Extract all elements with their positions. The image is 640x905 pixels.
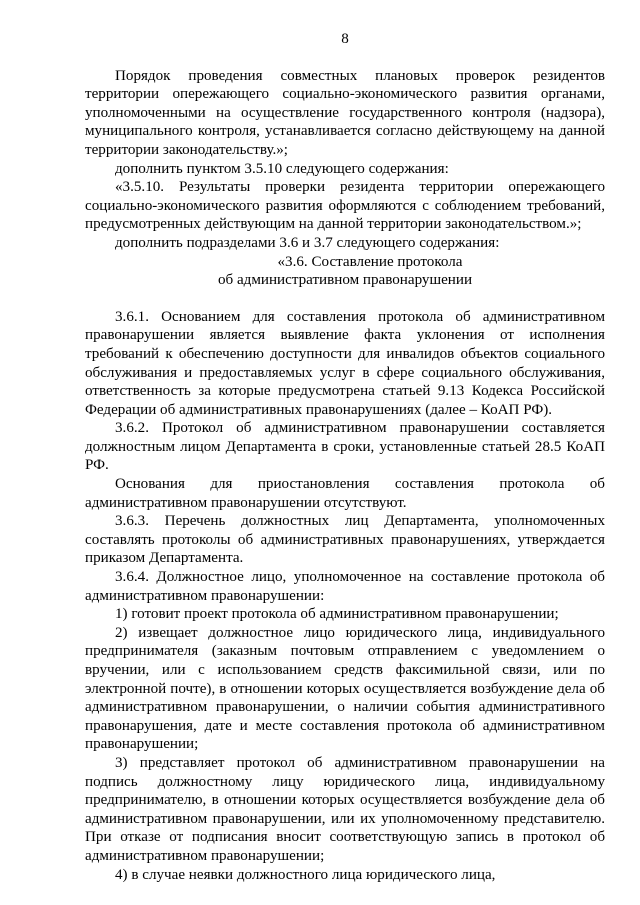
page-number: 8	[341, 31, 349, 47]
paragraph-add-subsections: дополнить подразделами 3.6 и 3.7 следующего содержания:	[115, 234, 500, 251]
paragraph-no-grounds: Основания для приостановления составления протокола об административном правонарушении отсутствуют.	[85, 476, 605, 511]
paragraph-add-point: дополнить пунктом 3.5.10 следующего содержания:	[115, 160, 449, 177]
paragraph-3-6-1: 3.6.1. Основанием для составления протокола об административном правонарушении является выявление факта уклонения от исполнения требований к обеспечению доступности для инвалидов объектов социального обслуживания и предоставляемых услуг в сфере социального обслуживания, ответственность за которые предусмотрена статьей 9.13 Кодекса Российской Федерации об административных правонарушениях (далее – КоАП РФ).	[85, 308, 605, 418]
paragraph-procedure: Порядок проведения совместных плановых проверок резидентов территории опережающего социально-экономического развития органами, уполномоченными на осуществление государственного контроля (надзора), муниципального контроля, устанавливается согласно действующему на данной территории законодательству.»;	[85, 67, 605, 158]
list-item-1: 1) готовит проект протокола об административном правонарушении;	[115, 606, 559, 623]
paragraph-3-6-2: 3.6.2. Протокол об административном правонарушении составляется должностным лицом Департамента в сроки, установленные статьей 28.5 КоАП РФ.	[85, 420, 605, 474]
list-item-3: 3) представляет протокол об административном правонарушении на подпись должностному лицу юридического лица, индивидуальному предпринимателю, в отношении которых осуществляется возбуждение дела об административном правонарушении, или их уполномоченному представителю. При отказе от подписания вносит соответствующую запись в протокол об административном правонарушении;	[85, 754, 605, 864]
section-heading-subtitle: об административном правонарушении	[217, 272, 473, 289]
list-item-2: 2) извещает должностное лицо юридического лица, индивидуального предпринимателя (заказным почтовым отправлением с уведомлением о вручении, или с использованием средств факсимильной связи, или по электронной почте), в отношении которых осуществляется возбуждение дела об административном правонарушении, о наличии события административного правонарушения, дате и месте составления протокола об административном правонарушении;	[85, 624, 605, 753]
document-page	[85, 30, 605, 884]
spacer	[85, 290, 605, 308]
paragraph-3-6-3: 3.6.3. Перечень должностных лиц Департамента, уполномоченных составлять протоколы об административных правонарушениях, утверждается приказом Департамента.	[85, 513, 605, 567]
paragraph-3-5-10: «3.5.10. Результаты проверки резидента территории опережающего социально-экономического развития оформляются с соблюдением требований, предусмотренных действующим на данной территории законодательством.»;	[85, 179, 605, 233]
section-heading-title: «3.6. Составление протокола	[277, 253, 463, 270]
list-item-4: 4) в случае неявки должностного лица юридического лица,	[115, 866, 496, 883]
paragraph-3-6-4: 3.6.4. Должностное лицо, уполномоченное на составление протокола об административном правонарушении:	[85, 569, 605, 604]
